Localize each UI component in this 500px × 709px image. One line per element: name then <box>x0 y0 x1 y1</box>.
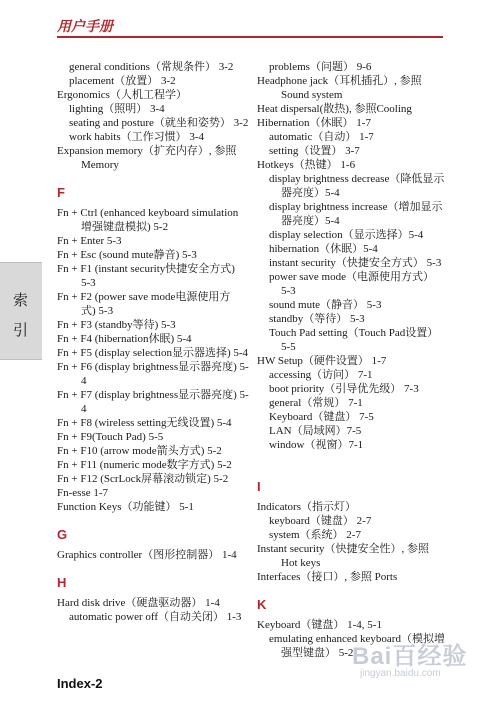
index-entry: automatic（自动） 1-7 <box>269 131 374 143</box>
index-entry: 5-5 <box>281 341 296 353</box>
index-column-left <box>57 60 252 624</box>
index-entry: Fn + F10 (arrow mode箭头方式) 5-2 <box>57 445 222 457</box>
index-entry: Fn + F5 (display selection显示器选择) 5-4 <box>57 347 249 359</box>
section-letter: G <box>57 527 68 542</box>
index-entry: boot priority（引导优先级） 7-3 <box>269 383 419 395</box>
index-entry: display brightness decrease（降低显示 <box>269 173 445 185</box>
index-entry: Expansion memory（扩充内存）, 参照 <box>57 145 237 157</box>
watermark-logo: Bai百经验 <box>352 643 468 670</box>
index-entry: seating and posture（就坐和姿势） 3-2 <box>69 117 249 129</box>
index-entry: Function Keys（功能键） 5-1 <box>57 501 194 513</box>
index-entry: Fn + Esc (sound mute静音) 5-3 <box>57 249 197 261</box>
index-entry: Hibernation（休眠） 1-7 <box>257 117 371 129</box>
index-entry: Fn-esse 1-7 <box>57 487 109 499</box>
page-number: Index-2 <box>57 676 103 691</box>
index-entry: Instant security（快捷安全性）, 参照 <box>257 543 430 555</box>
index-entry: system（系统） 2-7 <box>269 529 361 541</box>
index-entry: Fn + F2 (power save mode电源使用方 <box>57 291 231 303</box>
index-entry: Hard disk drive（硬盘驱动器） 1-4 <box>57 597 220 609</box>
index-entry: Fn + F3 (standby等待) 5-3 <box>57 319 176 331</box>
index-entry: Fn + F1 (instant security快捷安全方式) <box>57 263 235 275</box>
header-title: 用户手册 <box>57 18 113 34</box>
index-entry: power save mode（电源使用方式） <box>269 271 434 283</box>
index-side-tab <box>0 262 42 360</box>
index-entry: work habits（工作习惯） 3-4 <box>69 131 205 143</box>
index-entry: Fn + F8 (wireless setting无线设置) 5-4 <box>57 417 232 429</box>
index-entry: Indicators（指示灯） <box>257 501 356 513</box>
index-entry: 式) 5-3 <box>81 305 114 317</box>
index-entry: Memory <box>81 159 119 171</box>
watermark <box>352 636 482 684</box>
index-entry: Keyboard（键盘） 1-4, 5-1 <box>257 619 382 631</box>
index-entry: 器亮度）5-4 <box>281 187 340 199</box>
index-entry: hibernation（休眠）5-4 <box>269 243 378 255</box>
index-entry: 5-3 <box>81 277 96 289</box>
index-entry: Ergonomics（人机工程学） <box>57 89 187 101</box>
index-entry: 4 <box>81 403 87 415</box>
index-entry: Fn + F4 (hibernation休眠) 5-4 <box>57 333 192 345</box>
spacer <box>257 452 457 466</box>
index-entry: emulating enhanced keyboard（模拟增 <box>269 633 445 645</box>
page-header <box>0 0 500 40</box>
index-entry: Fn + Ctrl (enhanced keyboard simulation <box>57 207 239 219</box>
index-column-right <box>257 60 457 660</box>
index-entry: Heat dispersal(散热), 参照Cooling <box>257 103 412 115</box>
index-entry: lighting（照明） 3-4 <box>69 103 165 115</box>
index-entry: Fn + F12 (ScrLock屏幕滚动锁定) 5-2 <box>57 473 229 485</box>
index-entry: 5-3 <box>281 285 296 297</box>
index-entry: Graphics controller（图形控制器） 1-4 <box>57 549 237 561</box>
index-entry: HW Setup（硬件设置） 1-7 <box>257 355 387 367</box>
index-entry: automatic power off（自动关闭） 1-3 <box>69 611 242 623</box>
index-entry: Hotkeys（热键） 1-6 <box>257 159 356 171</box>
side-tab-char-2: 引 <box>13 321 29 339</box>
index-entry: Sound system <box>281 89 343 101</box>
index-entry: Touch Pad setting（Touch Pad设置） <box>269 327 439 339</box>
index-entry: Fn + Enter 5-3 <box>57 235 122 247</box>
index-entry: Keyboard（键盘） 7-5 <box>269 411 374 423</box>
index-entry: 4 <box>81 375 87 387</box>
index-entry: Fn + F6 (display brightness显示器亮度) 5- <box>57 361 249 373</box>
watermark-url: jingyan.baidu.com <box>360 668 441 679</box>
index-entry: display selection（显示选择）5-4 <box>269 229 424 241</box>
index-entry: 器亮度）5-4 <box>281 215 340 227</box>
index-entry: general（常规） 7-1 <box>269 397 363 409</box>
index-entry: keyboard（键盘） 2-7 <box>269 515 372 527</box>
side-tab-char-1: 索 <box>13 291 29 309</box>
index-entry: general conditions（常规条件） 3-2 <box>69 61 234 73</box>
section-letter: I <box>257 479 261 494</box>
index-entry: display brightness increase（增加显示 <box>269 201 443 213</box>
index-entry: problems（问题） 9-6 <box>269 61 372 73</box>
index-entry: Fn + F7 (display brightness显示器亮度) 5- <box>57 389 249 401</box>
index-entry: window（视窗）7-1 <box>269 439 364 451</box>
index-entry: sound mute（静音） 5-3 <box>269 299 382 311</box>
index-entry: placement（放置） 3-2 <box>69 75 176 87</box>
index-entry: instant security（快捷安全方式） 5-3 <box>269 257 442 269</box>
index-entry: Fn + F9(Touch Pad) 5-5 <box>57 431 164 443</box>
index-entry: 强型键盘） 5-2 <box>281 647 354 659</box>
header-rule <box>57 36 443 38</box>
index-entry: Headphone jack（耳机插孔）, 参照 <box>257 75 422 87</box>
index-entry: standby（等待） 5-3 <box>269 313 365 325</box>
index-entry: Hot keys <box>281 557 321 569</box>
index-entry: Fn + F11 (numeric mode数字方式) 5-2 <box>57 459 232 471</box>
index-entry: 增强键盘模拟) 5-2 <box>81 221 169 233</box>
index-entry: setting（设置） 3-7 <box>269 145 360 157</box>
index-entry: accessing（访问） 7-1 <box>269 369 373 381</box>
index-entry: LAN（局域网）7-5 <box>269 425 362 437</box>
section-letter: K <box>257 597 267 612</box>
section-letter: F <box>57 185 65 200</box>
section-letter: H <box>57 575 67 590</box>
index-entry: Interfaces（接口）, 参照 Ports <box>257 571 398 583</box>
